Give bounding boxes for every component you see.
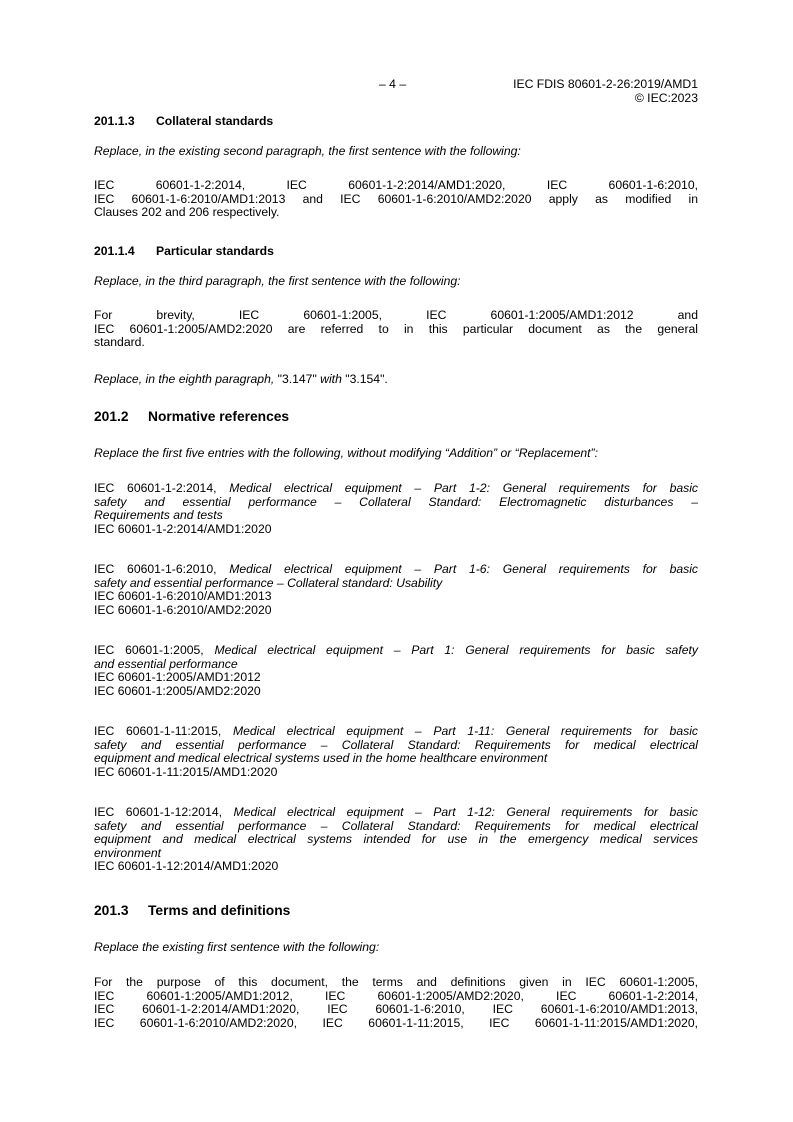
heading-title: Collateral standards [156, 114, 274, 128]
reference-line [94, 563, 698, 577]
instruction-201-2: Replace the first five entries with the following, without modifying “Addition” or “Replacement”: [94, 446, 598, 460]
reference-id: IEC 60601-1-6:2010, [94, 562, 217, 576]
reference-line [94, 644, 698, 658]
heading-title: Particular standards [156, 244, 274, 258]
text-line: For brevity, IEC 60601-1:2005, IEC 60601-1:2005/AMD1:2012 and [94, 308, 698, 322]
text-line: Clauses 202 and 206 respectively. [94, 205, 280, 220]
reference-title: Medical electrical equipment – Part 1-6: General requirements for basic [229, 562, 699, 576]
reference-title: environment [94, 845, 162, 860]
reference-title: safety and essential performance – Collateral Standard: Requirements for medical electrical [94, 818, 698, 833]
instruction-201-1-3: Replace, in the existing second paragraph, the first sentence with the following: [94, 144, 521, 158]
reference-id: IEC 60601-1-12:2014, [94, 805, 223, 819]
paragraph-201-1-4 [94, 309, 698, 350]
heading-201-3 [94, 904, 290, 918]
heading-title: Normative references [148, 409, 290, 424]
heading-number: 201.1.4 [94, 244, 135, 258]
reference-title: equipment and medical electrical systems used in the home healthcare environment [94, 751, 548, 766]
page-header [94, 78, 698, 108]
instruction-201-1-4: Replace, in the third paragraph, the first sentence with the following: [94, 274, 461, 288]
instruction-201-3: Replace the existing first sentence with the following: [94, 940, 380, 954]
text-line: standard. [94, 335, 145, 350]
reference-id: IEC 60601-1:2005, [94, 643, 204, 657]
instruction-text: Replace, in the eighth paragraph, [94, 372, 275, 386]
text-line: IEC 60601-1:2005/AMD1:2012, IEC 60601-1:2005/AMD2:2020, IEC 60601-1-2:2014, [94, 988, 698, 1003]
old-value: "3.147" [274, 372, 321, 386]
reference-title: Requirements and tests [94, 508, 223, 523]
reference-id: IEC 60601-1-11:2015, [94, 724, 222, 738]
heading-number: 201.3 [94, 903, 129, 918]
reference-title: Medical electrical equipment – Part 1-2: General requirements for basic [229, 481, 699, 495]
reference-title: equipment and medical electrical systems intended for use in the emergency medical services [94, 832, 698, 847]
heading-number: 201.2 [94, 409, 129, 424]
reference-title: Medical electrical equipment – Part 1-11: General requirements for basic [232, 724, 698, 738]
reference-id: IEC 60601-1-2:2014, [94, 481, 217, 495]
reference-entry [94, 482, 698, 536]
reference-title: and essential performance [94, 656, 238, 671]
reference-amendment: IEC 60601-1:2005/AMD1:2012 [94, 670, 261, 685]
reference-amendment: IEC 60601-1-11:2015/AMD1:2020 [94, 764, 278, 779]
heading-201-1-4 [94, 245, 274, 259]
document-id: IEC FDIS 80601-2-26:2019/AMD1 [513, 77, 698, 91]
text-line: IEC 60601-1-2:2014, IEC 60601-1-2:2014/AMD1:2020, IEC 60601-1-6:2010, [94, 178, 698, 192]
page-number: – 4 – [379, 77, 407, 91]
text-line: IEC 60601-1:2005/AMD2:2020 are referred to in this particular document as the general [94, 321, 698, 336]
instruction-text: with [320, 372, 342, 386]
heading-201-1-3 [94, 115, 273, 129]
reference-entry [94, 806, 698, 874]
reference-entry [94, 644, 698, 698]
paragraph-201-3 [94, 976, 698, 1030]
reference-title: safety and essential performance – Collateral standard: Usability [94, 575, 443, 590]
reference-title: Medical electrical equipment – Part 1-12: General requirements for basic [233, 805, 699, 819]
heading-title: Terms and definitions [148, 903, 291, 918]
instruction-replace-eighth [94, 373, 698, 387]
reference-title: safety and essential performance – Collateral Standard: Requirements for medical electrical [94, 737, 698, 752]
text-line: For the purpose of this document, the terms and definitions given in IEC 60601-1:2005, [94, 975, 698, 989]
reference-amendment: IEC 60601-1-12:2014/AMD1:2020 [94, 859, 279, 874]
text-line: IEC 60601-1-6:2010/AMD2:2020, IEC 60601-1-11:2015, IEC 60601-1-11:2015/AMD1:2020, [94, 1015, 698, 1030]
reference-line [94, 482, 698, 496]
heading-201-2 [94, 410, 289, 424]
new-value: "3.154". [341, 372, 388, 386]
text-line: IEC 60601-1-2:2014/AMD1:2020, IEC 60601-1-6:2010, IEC 60601-1-6:2010/AMD1:2013, [94, 1002, 698, 1017]
copyright: © IEC:2023 [634, 90, 698, 105]
reference-line [94, 806, 698, 820]
reference-amendment: IEC 60601-1:2005/AMD2:2020 [94, 683, 261, 698]
reference-entry [94, 563, 698, 617]
text-line: IEC 60601-1-6:2010/AMD1:2013 and IEC 60601-1-6:2010/AMD2:2020 apply as modified in [94, 191, 698, 206]
document-id-block [513, 78, 698, 105]
reference-amendment: IEC 60601-1-6:2010/AMD1:2013 [94, 589, 272, 604]
paragraph-201-1-3 [94, 179, 698, 220]
heading-number: 201.1.3 [94, 114, 135, 128]
reference-entry [94, 725, 698, 779]
reference-amendment: IEC 60601-1-2:2014/AMD1:2020 [94, 521, 272, 536]
reference-amendment: IEC 60601-1-6:2010/AMD2:2020 [94, 602, 272, 617]
reference-title: Medical electrical equipment – Part 1: General requirements for basic safety [214, 643, 698, 657]
reference-title: safety and essential performance – Collateral Standard: Electromagnetic disturbances – [94, 494, 698, 509]
reference-line [94, 725, 698, 739]
